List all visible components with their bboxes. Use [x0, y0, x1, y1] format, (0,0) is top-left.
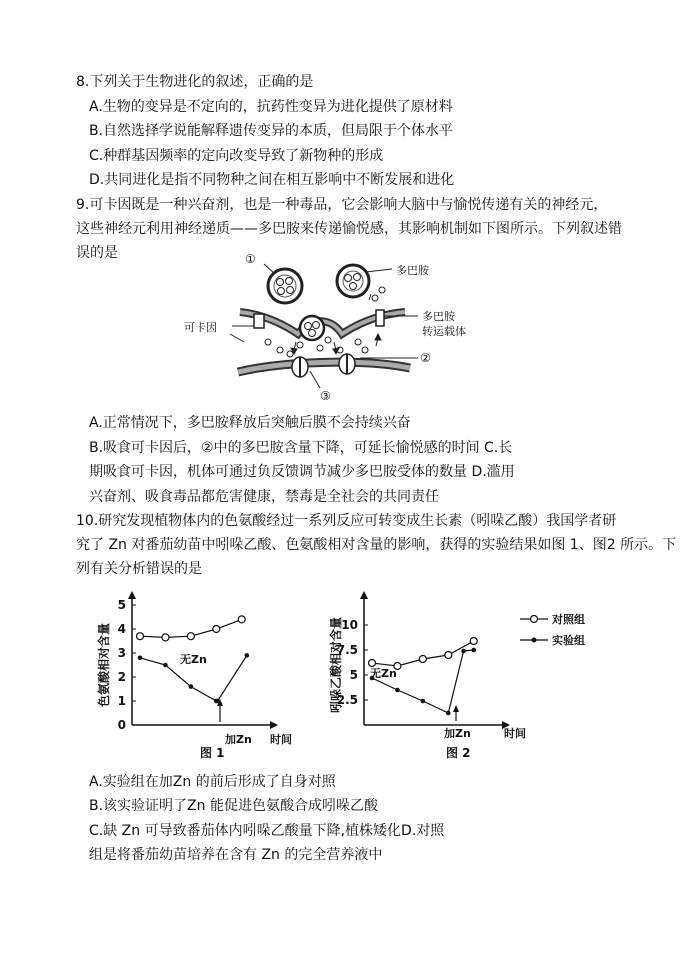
- q9-stem-line-2: 这些神经元利用神经递质——多巴胺来传递愉悦感，其影响机制如下图所示。下列叙述错: [76, 221, 622, 237]
- label-2: ②: [420, 351, 431, 365]
- q9-option-d: 兴奋剂、吸食毒品都危害健康，禁毒是全社会的共同责任: [89, 489, 439, 505]
- chart-figure-1: [90, 585, 310, 765]
- legend-label-control: 对照组: [552, 613, 585, 626]
- legend-marker-control: [531, 616, 538, 623]
- y-tick-label: 1: [117, 694, 126, 708]
- vesicle-1: [268, 269, 302, 303]
- q10-stem-line-3: 列有关分析错误的是: [76, 561, 202, 577]
- data-point: [162, 634, 169, 641]
- data-point: [238, 616, 245, 623]
- x-axis-label: 时间: [504, 727, 526, 740]
- data-point: [470, 638, 477, 645]
- y-tick-label: 3: [117, 646, 126, 660]
- label-3: ③: [320, 389, 331, 403]
- figure-title: 图 2: [446, 746, 471, 760]
- q9-option-a: A.正常情况下，多巴胺释放后突触后膜不会持续兴奋: [89, 415, 411, 431]
- q10-option-a: A.实验组在加Zn 的前后形成了自身对照: [89, 774, 336, 790]
- q9-stem-line-1: 9.可卡因既是一种兴奋剂，也是一种毒品，它会影响大脑中与愉悦传递有关的神经元，: [76, 197, 608, 213]
- q8-option-b: B.自然选择学说能解释遗传变异的本质，但局限于个体水平: [89, 123, 454, 139]
- data-point: [445, 652, 452, 659]
- chart-figure-2: [322, 585, 622, 765]
- data-point: [461, 649, 466, 654]
- q8-option-a: A.生物的变异是不定向的，抗药性变异为进化提供了原材料: [89, 99, 453, 115]
- q8-stem: 8.下列关于生物进化的叙述，正确的是: [76, 74, 314, 90]
- y-tick-label: 2.5: [336, 693, 358, 707]
- annotation-no-zn: 无Zn: [180, 653, 207, 666]
- label-dopamine: 多巴胺: [396, 264, 429, 277]
- q10-stem-line-1: 10.研究发现植物体内的色氨酸经过一系列反应可转变成生长素（吲哚乙酸）我国学者研: [76, 513, 617, 529]
- x-axis-label: 时间: [270, 733, 292, 746]
- data-point: [189, 684, 194, 689]
- y-tick-label: 5: [349, 668, 358, 682]
- data-point: [245, 653, 250, 658]
- data-point: [421, 699, 426, 704]
- q10-option-c: C.缺 Zn 可导致番茄体内吲哚乙酸量下降,植株矮化D.对照: [89, 823, 445, 839]
- y-tick-label: 5: [117, 598, 126, 612]
- y-tick-label: 10: [341, 618, 358, 632]
- q8-option-d: D.共同进化是指不同物种之间在相互影响中不断发展和进化: [89, 172, 455, 188]
- data-point: [471, 648, 476, 653]
- y-tick-label: 7.5: [336, 643, 358, 657]
- dopamine-transporter: [376, 310, 384, 326]
- data-point: [137, 633, 144, 640]
- y-axis-label: 色氨酸相对含量: [97, 622, 111, 707]
- cocaine-blocker: [254, 314, 264, 328]
- data-point: [187, 633, 194, 640]
- q9-option-c: 期吸食可卡因，机体可通过负反馈调节减少多巴胺受体的数量 D.滥用: [89, 464, 515, 480]
- y-tick-label: 4: [117, 622, 126, 636]
- data-point: [419, 656, 426, 663]
- q9-option-b: B.吸食可卡因后，②中的多巴胺含量下降，可延长愉悦感的时间 C.长: [89, 440, 513, 456]
- legend-label-experiment: 实验组: [552, 634, 585, 647]
- legend-marker-experiment: [532, 638, 537, 643]
- q10-stem-line-2: 究了 Zn 对番茄幼苗中吲哚乙酸、色氨酸相对含量的影响，获得的实验结果如图 1、图2 所示。下: [76, 537, 677, 553]
- label-transporter-1: 多巴胺: [422, 310, 455, 323]
- y-tick-label: 0: [117, 718, 126, 732]
- data-point: [163, 663, 168, 668]
- legend: [520, 612, 585, 647]
- data-point: [446, 711, 451, 716]
- data-point: [213, 626, 220, 633]
- q10-option-d: 组是将番茄幼苗培养在含有 Zn 的完全营养液中: [89, 847, 383, 863]
- q9-stem-line-3: 误的是: [76, 245, 118, 261]
- label-cocaine: 可卡因: [184, 321, 217, 334]
- synapse-diagram: [170, 250, 470, 410]
- annotation-add-zn: 加Zn: [225, 733, 252, 746]
- label-transporter-2: 转运载体: [422, 325, 466, 338]
- vesicle-fusing: [300, 316, 324, 340]
- data-point: [138, 656, 143, 661]
- y-tick-label: 2: [117, 670, 126, 684]
- data-point: [395, 688, 400, 693]
- figure-title: 图 1: [200, 746, 225, 760]
- annotation-no-zn: 无Zn: [370, 667, 397, 680]
- vesicle-2: [337, 265, 369, 297]
- label-1: ①: [245, 252, 256, 266]
- q8-option-c: C.种群基因频率的定向改变导致了新物种的形成: [89, 148, 384, 164]
- q10-option-b: B.该实验证明了Zn 能促进色氨酸合成吲哚乙酸: [89, 798, 378, 814]
- y-axis-label: 吲哚乙酸相对含量: [329, 616, 343, 713]
- data-point: [369, 660, 376, 667]
- annotation-add-zn: 加Zn: [444, 727, 471, 740]
